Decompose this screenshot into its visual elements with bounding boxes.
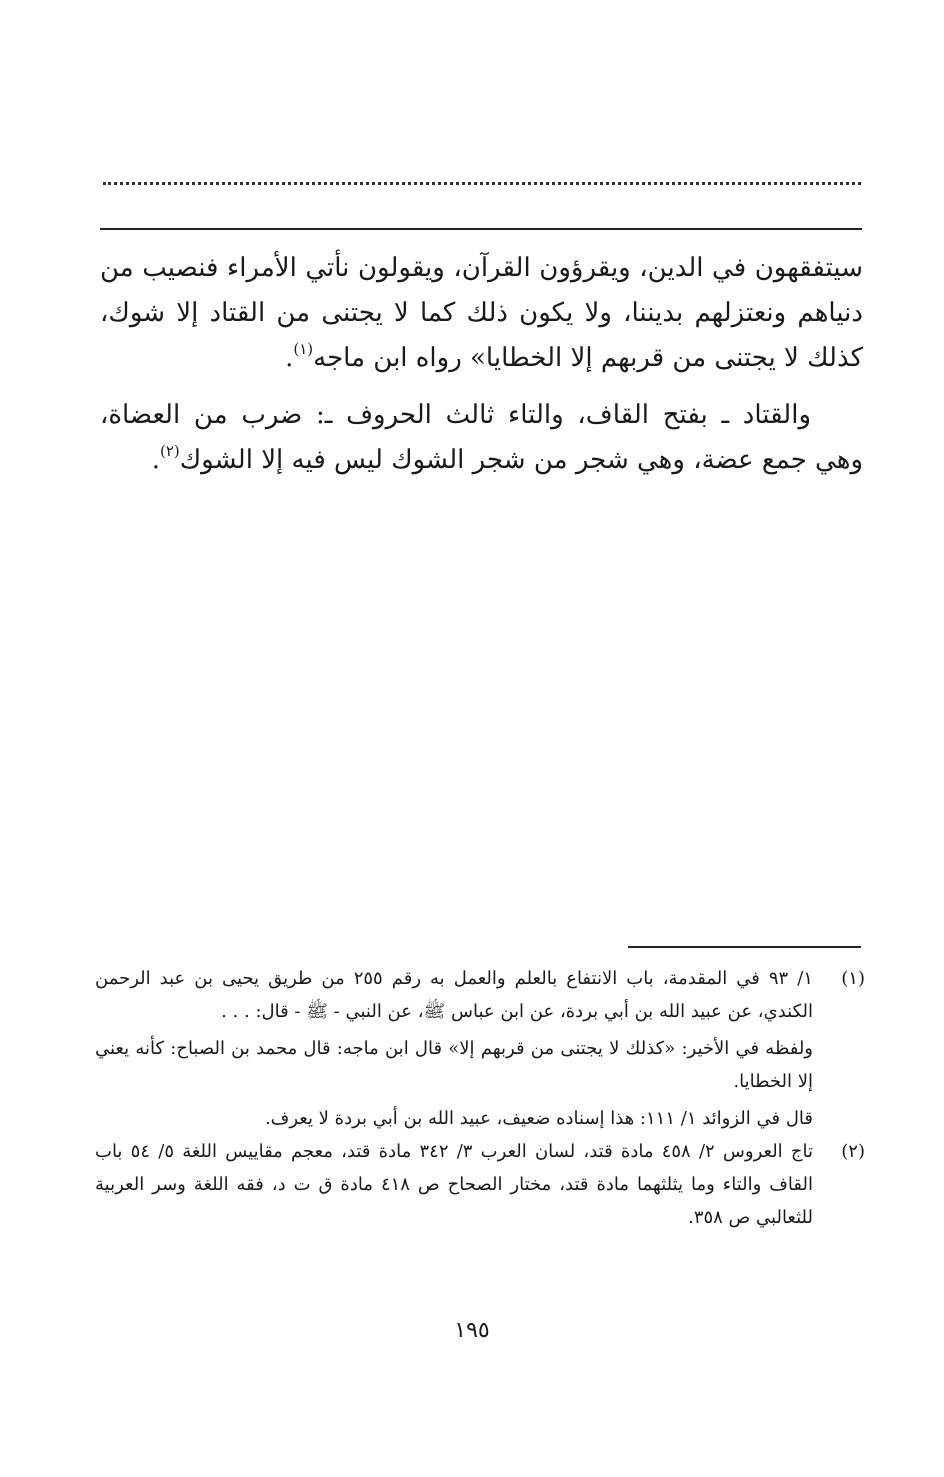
footnote-1 — [95, 962, 865, 1135]
footnote-2-line-1: تاج العروس ٢/ ٤٥٨ مادة قتد، لسان العرب ٣/ ٣٤٢ مادة قتد، معجم مقاييس اللغة ٥/ ٥٤ باب القاف والتاء وما يثلثهما مادة قتد، مختار الصحاح ص ٤١٨ مادة ق ت د، فقه اللغة وسر العربية للثعالبي ص ٣٥٨. — [95, 1141, 814, 1228]
main-paragraph-1-text: سيتفقهون في الدين، ويقرؤون القرآن، ويقولون نأتي الأمراء فنصيب من دنياهم ونعتزلهم بديننا، ولا يكون ذلك كما لا يجتنى من القتاد إلا شوك، كذلك لا يجتنى من قربهم إلا الخطايا» رواه ابن ماجه — [100, 253, 863, 373]
footnote-ref-2[interactable]: (٢) — [159, 442, 180, 460]
main-paragraph-2-end: . — [151, 445, 160, 475]
main-paragraph-2-text: والقتاد ـ بفتح القاف، والتاء ثالث الحروف ـ: ضرب من العضاة، وهي جمع عضة، وهي شجر من شجر الشوك ليس فيه إلا الشوك — [100, 400, 863, 475]
dotted-separator — [103, 182, 861, 185]
footnote-ref-1[interactable]: (١) — [293, 340, 314, 358]
footnote-2-number: (٢) — [841, 1141, 865, 1162]
footnote-2 — [95, 1135, 865, 1234]
header-rule — [100, 228, 862, 230]
main-text — [100, 246, 863, 483]
footnote-1-line-1: ١/ ٩٣ في المقدمة، باب الانتفاع بالعلم والعمل به رقم ٢٥٥ من طريق يحيى بن عبد الرحمن الكندي، عن عبيد الله بن أبي بردة، عن ابن عباس ﷺ، عن النبي - ﷺ - قال: . . . — [95, 968, 813, 1022]
footnote-1-number: (١) — [841, 968, 865, 989]
page-number: ١٩٥ — [454, 1318, 490, 1343]
main-paragraph-1 — [100, 246, 863, 381]
footnote-separator — [628, 946, 861, 948]
footnote-1-line-2: ولفظه في الأخير: «كذلك لا يجتنى من قربهم إلا» قال ابن ماجه: قال محمد بن الصباح: كأنه يعني إلا الخطايا. — [95, 1038, 813, 1092]
footnote-1-body — [95, 962, 813, 1135]
main-paragraph-1-end: . — [285, 343, 294, 373]
footnotes — [95, 962, 865, 1234]
main-paragraph-2 — [100, 393, 863, 483]
footnote-2-body — [95, 1135, 813, 1234]
footnote-1-line-3: قال في الزوائد ١/ ١١١: هذا إسناده ضعيف، عبيد الله بن أبي بردة لا يعرف. — [264, 1108, 813, 1129]
